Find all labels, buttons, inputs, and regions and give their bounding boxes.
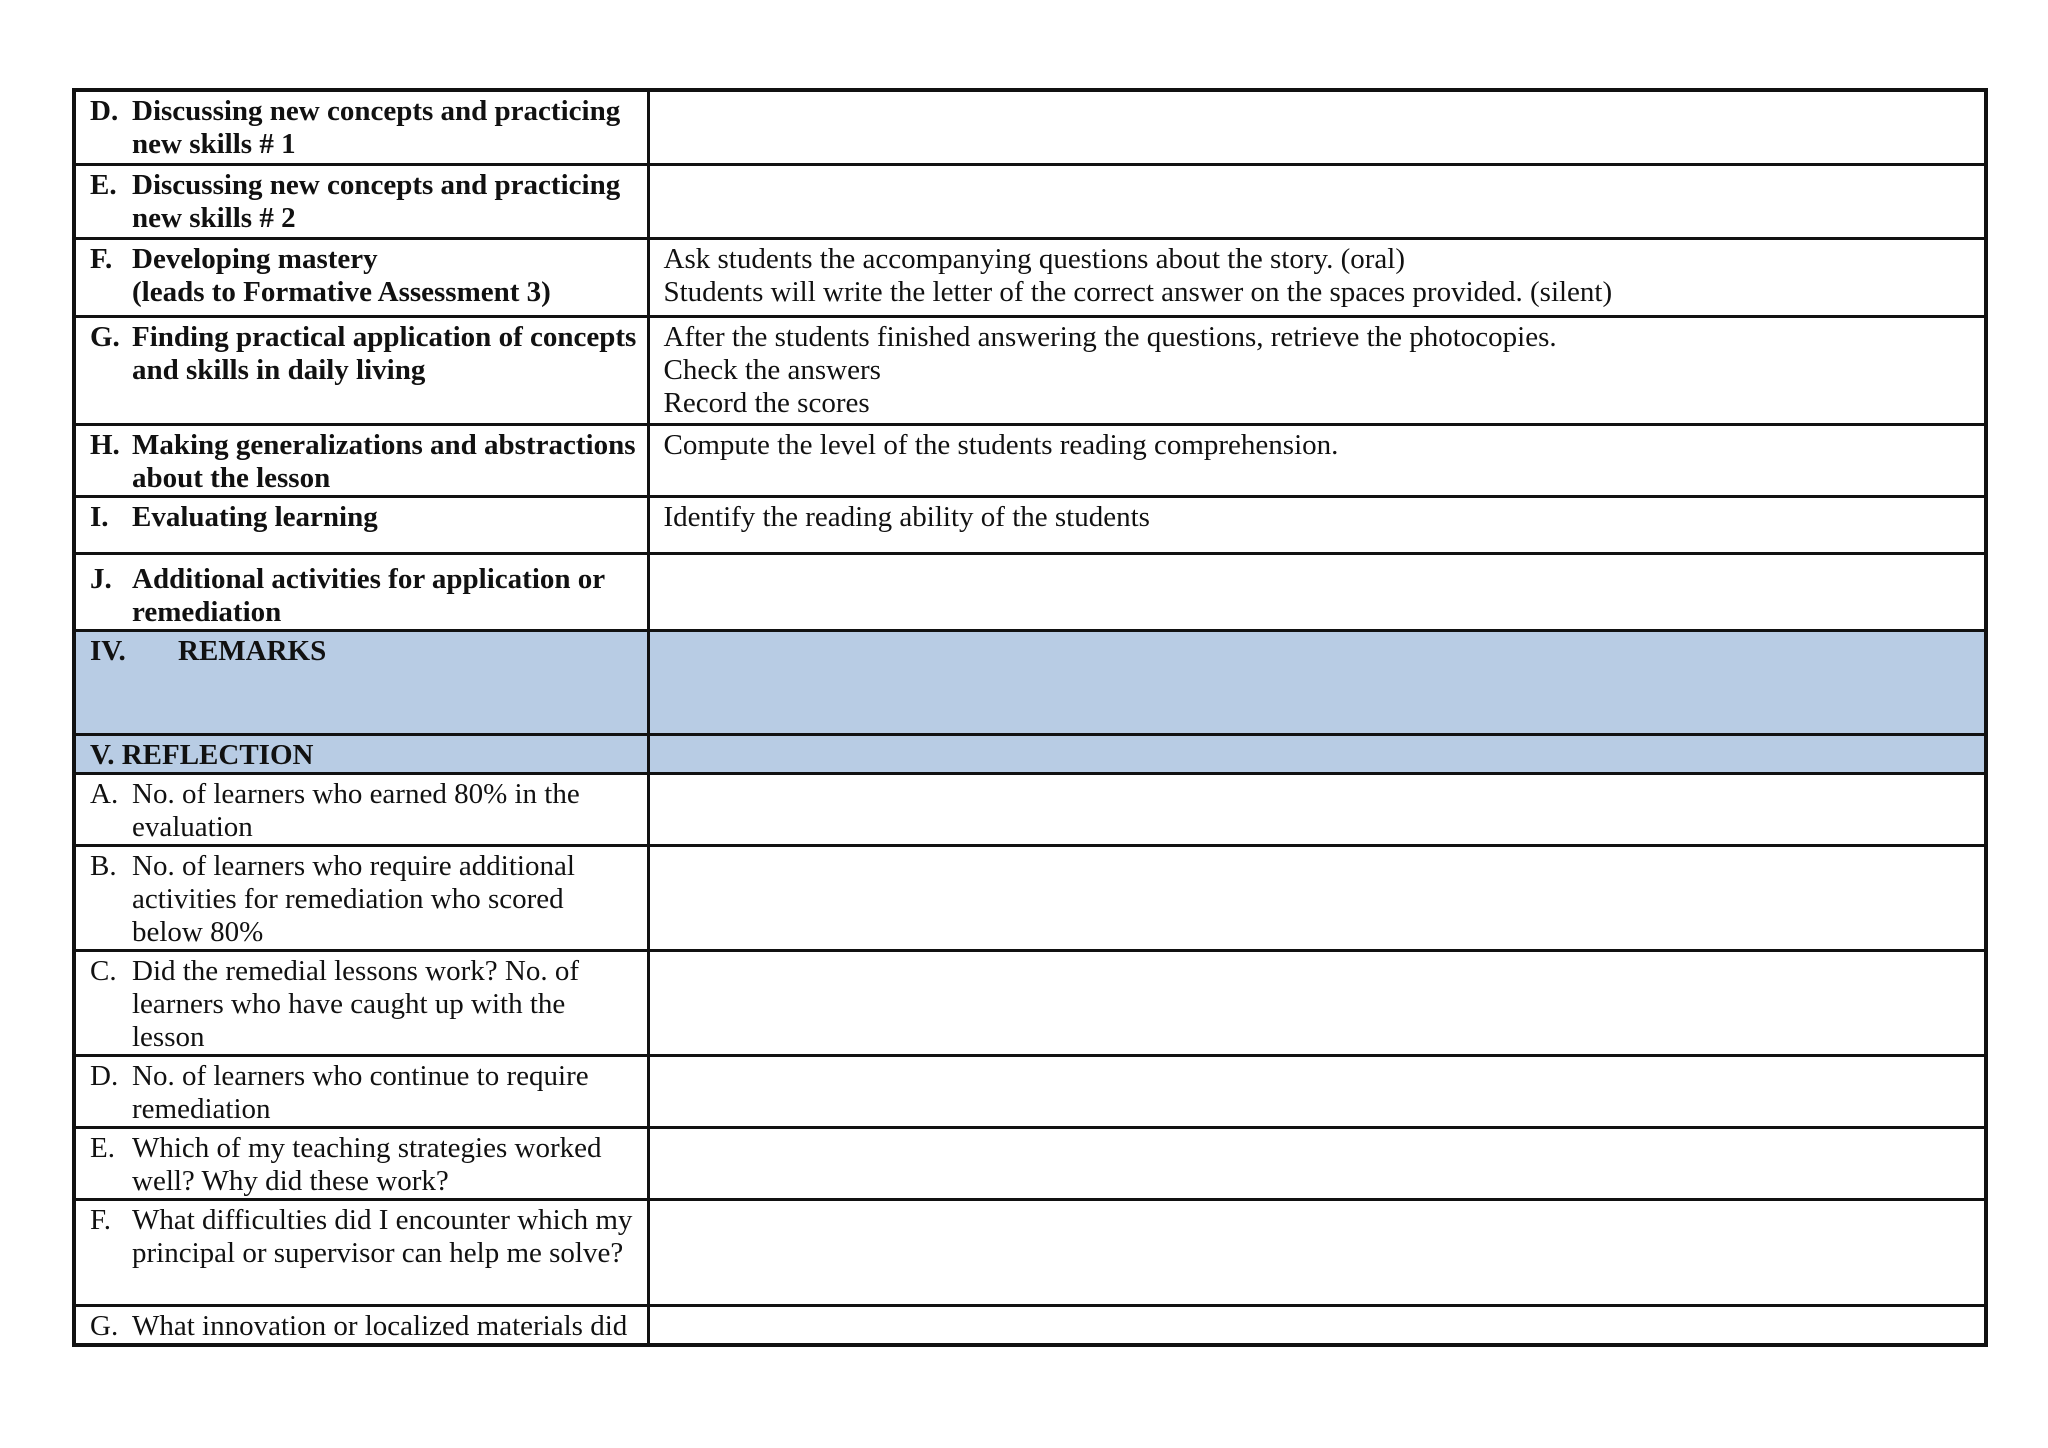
reflection-answer-cell	[648, 1127, 1986, 1199]
reflection-question: Which of my teaching strategies worked well? Why did these work?	[132, 1131, 602, 1197]
procedure-row-h	[74, 424, 1986, 496]
procedure-title: Making generalizations and abstractions about the lesson	[132, 428, 636, 494]
procedure-title: Discussing new concepts and practicing new skills # 1	[132, 95, 621, 160]
reflection-row-c	[74, 950, 1986, 1055]
reflection-row-d	[74, 1055, 1986, 1127]
reflection-label: E.	[90, 1131, 115, 1164]
remarks-label: IV.	[90, 634, 126, 667]
reflection-label: B.	[90, 849, 117, 882]
procedure-activity-cell	[648, 238, 1986, 316]
procedure-title: Finding practical application of concepts and skills in daily living	[132, 320, 637, 386]
reflection-question: What innovation or localized materials did	[132, 1309, 628, 1342]
activity-line: Students will write the letter of the correct answer on the spaces provided. (silent)	[663, 275, 1613, 308]
activity-line: Compute the level of the students reading comprehension.	[663, 428, 1339, 461]
reflection-question: No. of learners who earned 80% in the evaluation	[132, 777, 580, 843]
activity-line: After the students finished answering the questions, retrieve the photocopies.	[663, 320, 1557, 353]
procedure-row-e	[74, 164, 1986, 238]
remarks-cell	[648, 630, 1986, 734]
procedure-label: D.	[90, 95, 119, 127]
reflection-label: A.	[90, 777, 119, 810]
procedure-activity-cell	[648, 553, 1986, 630]
reflection-question: What difficulties did I encounter which my principal or supervisor can help me solve?	[132, 1203, 633, 1269]
activity-line: Identify the reading ability of the students	[663, 500, 1150, 533]
reflection-row-g	[74, 1305, 1986, 1345]
procedure-activity-cell	[648, 316, 1986, 424]
reflection-label: C.	[90, 954, 117, 987]
procedure-label: I.	[90, 500, 109, 533]
procedure-activity-cell	[648, 90, 1986, 164]
reflection-row-e	[74, 1127, 1986, 1199]
procedure-activity-cell	[648, 496, 1986, 553]
procedure-row-g	[74, 316, 1986, 424]
activity-line: Check the answers	[663, 353, 881, 386]
procedure-label: E.	[90, 168, 117, 201]
procedure-activity-cell	[648, 424, 1986, 496]
remarks-title: REMARKS	[178, 634, 327, 667]
procedure-label: H.	[90, 428, 120, 461]
procedure-activity-cell	[648, 164, 1986, 238]
reflection-row-f	[74, 1199, 1986, 1305]
procedure-title: Additional activities for application or remediation	[132, 562, 605, 628]
reflection-question: No. of learners who continue to require remediation	[132, 1059, 589, 1125]
reflection-answer-cell	[648, 773, 1986, 845]
reflection-title: V. REFLECTION	[74, 734, 648, 773]
procedure-label: F.	[90, 242, 113, 275]
procedure-title: Evaluating learning	[132, 500, 378, 533]
procedure-row-i	[74, 496, 1986, 553]
reflection-row-a	[74, 773, 1986, 845]
procedure-title: Discussing new concepts and practicing new skills # 2	[132, 168, 621, 234]
procedure-row-j	[74, 553, 1986, 630]
reflection-question: No. of learners who require additional activities for remediation who scored below 80%	[132, 849, 575, 948]
procedure-label: G.	[90, 320, 120, 353]
remarks-row	[74, 630, 1986, 734]
reflection-answer-cell	[648, 1055, 1986, 1127]
reflection-label: G.	[90, 1309, 119, 1342]
procedure-row-f	[74, 238, 1986, 316]
procedure-row-d	[74, 90, 1986, 164]
reflection-answer-cell	[648, 845, 1986, 950]
procedure-title: Developing mastery (leads to Formative Assessment 3)	[132, 242, 551, 308]
procedure-label: J.	[90, 562, 112, 595]
activity-line: Ask students the accompanying questions about the story. (oral)	[663, 242, 1405, 275]
reflection-answer-cell	[648, 950, 1986, 1055]
activity-line: Record the scores	[663, 386, 870, 419]
reflection-label: D.	[90, 1059, 119, 1092]
reflection-answer-cell	[648, 1305, 1986, 1345]
reflection-row-b	[74, 845, 1986, 950]
lesson-plan-table	[72, 88, 1988, 1347]
reflection-question: Did the remedial lessons work? No. of learners who have caught up with the lesson	[132, 954, 579, 1053]
reflection-answer-cell	[648, 1199, 1986, 1305]
reflection-header-row	[74, 734, 1986, 773]
reflection-label: F.	[90, 1203, 112, 1236]
